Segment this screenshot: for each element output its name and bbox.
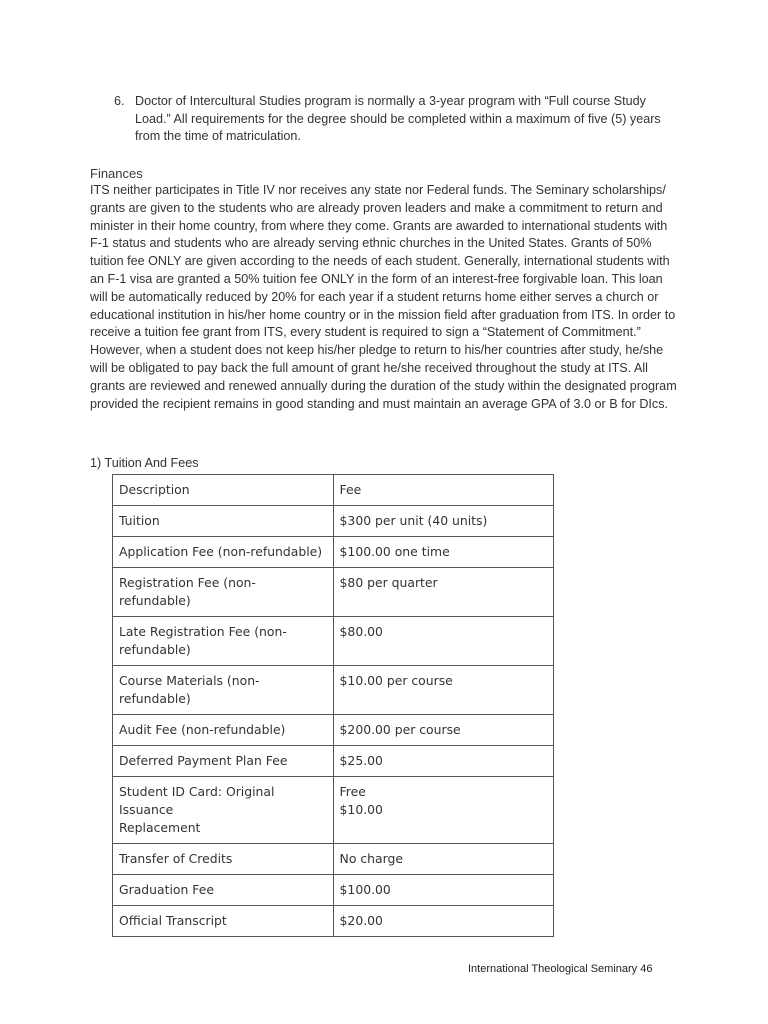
page-footer: International Theological Seminary 46 bbox=[468, 963, 653, 975]
fee-amount: $200.00 per course bbox=[333, 715, 553, 746]
table-row bbox=[113, 506, 554, 537]
fee-description: Transfer of Credits bbox=[113, 844, 334, 875]
finances-heading: Finances bbox=[90, 166, 143, 181]
tuition-fees-heading: 1) Tuition And Fees bbox=[90, 456, 199, 470]
fee-amount: $80 per quarter bbox=[333, 568, 553, 617]
fee-description: Late Registration Fee (non-refundable) bbox=[113, 617, 334, 666]
fee-amount: No charge bbox=[333, 844, 553, 875]
fee-amount: Free $10.00 bbox=[333, 777, 553, 844]
fee-amount: $300 per unit (40 units) bbox=[333, 506, 553, 537]
fee-description: Course Materials (non-refundable) bbox=[113, 666, 334, 715]
fee-description: Tuition bbox=[113, 506, 334, 537]
table-row bbox=[113, 777, 554, 844]
table-row bbox=[113, 666, 554, 715]
fee-description: Audit Fee (non-refundable) bbox=[113, 715, 334, 746]
fee-amount: $10.00 per course bbox=[333, 666, 553, 715]
fee-description: Registration Fee (non-refundable) bbox=[113, 568, 334, 617]
fee-description: Graduation Fee bbox=[113, 875, 334, 906]
fee-amount: $100.00 one time bbox=[333, 537, 553, 568]
fee-description: Deferred Payment Plan Fee bbox=[113, 746, 334, 777]
table-header-fee: Fee bbox=[333, 475, 553, 506]
table-row bbox=[113, 475, 554, 506]
table-row bbox=[113, 715, 554, 746]
list-item-number: 6. bbox=[114, 94, 125, 108]
fee-amount: $20.00 bbox=[333, 906, 553, 937]
fee-description: Application Fee (non-refundable) bbox=[113, 537, 334, 568]
table-row bbox=[113, 906, 554, 937]
finances-paragraph: ITS neither participates in Title IV nor receives any state nor Federal funds. The Seminary scholarships/ grants are given to the students who are already proven leaders and make a commitment to return and minister in their home country, from where they come. Grants are awarded to international students with F-1 status and students who are already serving ethnic churches in the United States. Grants of 50% tuition fee ONLY are given according to the needs of each student. Generally, international students with an F-1 visa are granted a 50% tuition fee ONLY in the form of an interest-free forgivable loan. This loan will be automatically reduced by 20% for each year if a student returns home either serves a church or educational institution in his/her home country or in the mission field after graduation from ITS. In order to receive a tuition fee grant from ITS, every student is required to sign a “Statement of Commitment.” However, when a student does not keep his/her pledge to return to his/her countries after study, he/she will be obligated to pay back the full amount of grant he/she received throughout the study at ITS. All grants are reviewed and renewed annually during the duration of the study within the designated program provided the recipient remains in good standing and must maintain an average GPA of 3.0 or B for DIcs. bbox=[90, 183, 677, 411]
degree-duration-list-item bbox=[114, 93, 674, 146]
table-row bbox=[113, 617, 554, 666]
tuition-fees-table bbox=[112, 474, 554, 937]
table-row bbox=[113, 746, 554, 777]
fee-amount: $25.00 bbox=[333, 746, 553, 777]
fee-amount: $100.00 bbox=[333, 875, 553, 906]
table-row bbox=[113, 844, 554, 875]
fee-description: Official Transcript bbox=[113, 906, 334, 937]
list-item-text: Doctor of Intercultural Studies program is normally a 3-year program with “Full course Study Load.” All requirements for the degree should be completed within a maximum of five (5) years from the time of matriculation. bbox=[135, 94, 661, 144]
table-header-description: Description bbox=[113, 475, 334, 506]
fee-description: Student ID Card: Original Issuance Replacement bbox=[113, 777, 334, 844]
table-row bbox=[113, 568, 554, 617]
table-row bbox=[113, 875, 554, 906]
table-row bbox=[113, 537, 554, 568]
fee-amount: $80.00 bbox=[333, 617, 553, 666]
